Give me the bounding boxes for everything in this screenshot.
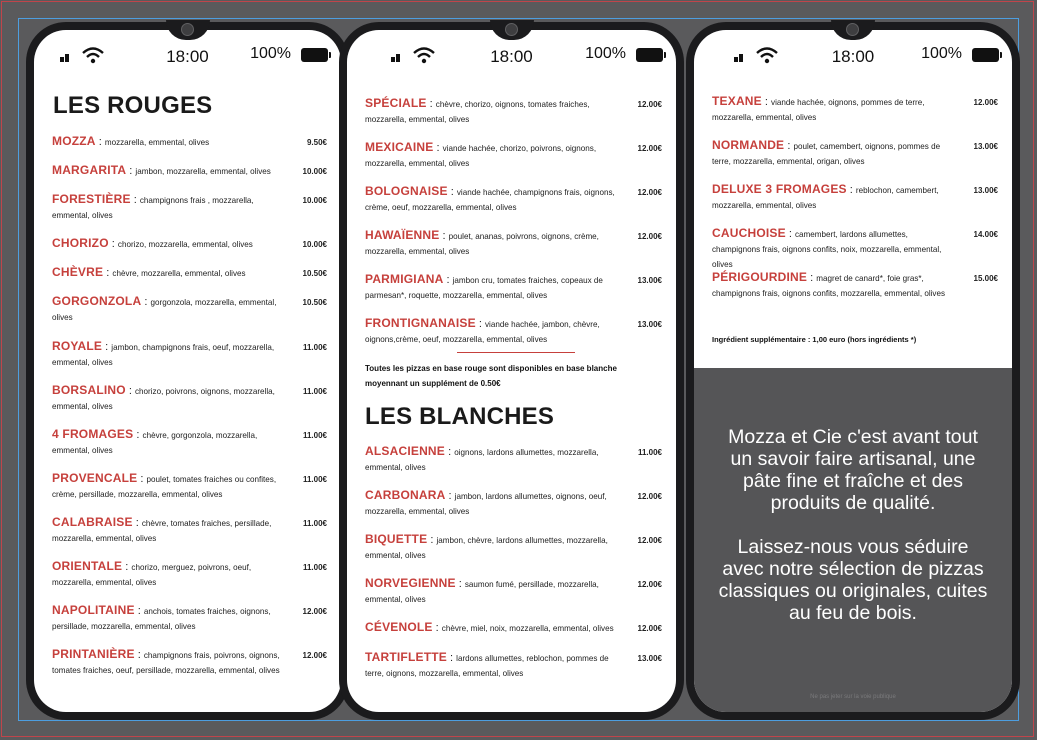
promo-paragraph-2: Laissez-nous vous séduire avec notre sélection de pizzas classiques ou originales, cuites au feu de bois. bbox=[718, 536, 988, 624]
status-time: 18:00 bbox=[490, 47, 533, 66]
pizza-price: 11.00€ bbox=[302, 563, 327, 572]
pizza-item: ALSACIENNE : oignons, lardons allumettes, mozzarella, emmental, olives 11.00€ bbox=[365, 444, 662, 472]
pizza-price: 12.00€ bbox=[637, 536, 662, 545]
supplement-note: Ingrédient supplémentaire : 1,00 euro (hors ingrédients *) bbox=[712, 335, 917, 344]
pizza-name: CARBONARA bbox=[365, 488, 446, 502]
pizza-name: ALSACIENNE bbox=[365, 444, 446, 458]
pizza-name: CALABRAISE bbox=[52, 515, 133, 529]
pizza-item: PARMIGIANA : jambon cru, tomates fraiches, copeaux de parmesan*, roquette, mozzarella, emmental, olives 13.00€ bbox=[365, 272, 662, 300]
pizza-item: GORGONZOLA : gorgonzola, mozzarella, emmental, olives 10.50€ bbox=[52, 294, 327, 322]
pizza-item: FORESTIÈRE : champignons frais , mozzarella, emmental, olives 10.00€ bbox=[52, 192, 327, 220]
pizza-item: CHÈVRE : chèvre, mozzarella, emmental, olives 10.50€ bbox=[52, 265, 327, 279]
pizza-ingredients: jambon, lardons allumettes, oignons, oeuf, mozzarella, emmental, olives bbox=[365, 492, 607, 516]
pizza-ingredients: viande hachée, champignons frais, oignons, crème, oeuf, mozzarella, emmental, olives bbox=[365, 188, 615, 212]
section-divider bbox=[457, 352, 575, 353]
pizza-ingredients: camembert, lardons allumettes, champignons frais, oignons confits, noix, mozzarella, emmental, olives bbox=[712, 230, 942, 269]
phone-panel-rouges bbox=[26, 22, 349, 720]
pizza-name: BIQUETTE bbox=[365, 532, 428, 546]
status-time: 18:00 bbox=[166, 47, 209, 66]
section-title-blanches: LES BLANCHES bbox=[365, 403, 555, 430]
pizza-item: MEXICAINE : viande hachée, chorizo, poivrons, oignons, mozzarella, emmental, olives 12.00€ bbox=[365, 140, 662, 168]
pizza-ingredients: chèvre, gorgonzola, mozzarella, emmental, olives bbox=[52, 431, 258, 455]
pizza-name: MEXICAINE bbox=[365, 140, 434, 154]
phone-screen bbox=[34, 30, 341, 712]
pizza-price: 13.00€ bbox=[637, 320, 662, 329]
pizza-ingredients: anchois, tomates fraiches, oignons, persillade, mozzarella, emmental, olives bbox=[52, 607, 271, 631]
pizza-name: DELUXE 3 FROMAGES bbox=[712, 182, 847, 196]
phone-screen bbox=[347, 30, 676, 712]
battery-icon bbox=[636, 48, 663, 62]
pizza-name: BORSALINO bbox=[52, 383, 126, 397]
pizza-ingredients: jambon cru, tomates fraiches, copeaux de parmesan*, roquette, mozzarella, emmental, olives bbox=[365, 276, 603, 300]
pizza-price: 12.00€ bbox=[637, 580, 662, 589]
pizza-ingredients: champignons frais , mozzarella, emmental, olives bbox=[52, 196, 254, 220]
pizza-item: FRONTIGNANAISE : viande hachée, jambon, chèvre, oignons,crème, oeuf, mozzarella, emmental, olives 13.00€ bbox=[365, 316, 662, 344]
pizza-name: PRINTANIÈRE bbox=[52, 647, 135, 661]
pizza-price: 11.00€ bbox=[302, 387, 327, 396]
pizza-ingredients: chorizo, poivrons, oignons, mozzarella, emmental, olives bbox=[52, 387, 275, 411]
camera-icon bbox=[846, 23, 859, 36]
pizza-item: CÉVENOLE : chèvre, miel, noix, mozzarella, emmental, olives 12.00€ bbox=[365, 620, 662, 634]
pizza-ingredients: reblochon, camembert, mozzarella, emmental, olives bbox=[712, 186, 939, 210]
pizza-ingredients: chèvre, miel, noix, mozzarella, emmental, olives bbox=[441, 624, 614, 633]
phone-panel-blanches bbox=[339, 22, 684, 720]
pizza-ingredients: lardons allumettes, reblochon, pommes de terre, oignons, mozzarella, emmental, olives bbox=[365, 654, 609, 678]
pizza-price: 12.00€ bbox=[302, 651, 327, 660]
pizza-name: TEXANE bbox=[712, 94, 762, 108]
pizza-name: CHORIZO bbox=[52, 236, 109, 250]
pizza-item: PRINTANIÈRE : champignons frais, poivrons, oignons, tomates fraiches, oeuf, persillade, mozzarella, emmental, olives 12.00€ bbox=[52, 647, 327, 675]
pizza-ingredients: viande hachée, oignons, pommes de terre, mozzarella, emmental, olives bbox=[712, 98, 925, 122]
pizza-price: 10.00€ bbox=[302, 240, 327, 249]
pizza-name: NORMANDE bbox=[712, 138, 785, 152]
pizza-ingredients: poulet, tomates fraiches ou confites, crème, persillade, mozzarella, emmental, olives bbox=[52, 475, 277, 499]
status-bar bbox=[347, 44, 676, 72]
pizza-item: ROYALE : jambon, champignons frais, oeuf, mozzarella, emmental, olives 11.00€ bbox=[52, 339, 327, 367]
pizza-name: SPÉCIALE bbox=[365, 96, 427, 110]
pizza-item: CAUCHOISE : camembert, lardons allumettes, champignons frais, oignons confits, noix, mozzarella, emmental, olives 14.00€ bbox=[712, 226, 998, 269]
pizza-item: NAPOLITAINE : anchois, tomates fraiches, oignons, persillade, mozzarella, emmental, olives 12.00€ bbox=[52, 603, 327, 631]
pizza-name: NORVEGIENNE bbox=[365, 576, 456, 590]
camera-icon bbox=[181, 23, 194, 36]
battery-icon bbox=[301, 48, 328, 62]
battery-icon bbox=[972, 48, 999, 62]
pizza-ingredients: viande hachée, chorizo, poivrons, oignons, mozzarella, emmental, olives bbox=[365, 144, 597, 168]
pizza-item: TEXANE : viande hachée, oignons, pommes de terre, mozzarella, emmental, olives 12.00€ bbox=[712, 94, 998, 122]
status-bar bbox=[694, 44, 1012, 72]
pizza-price: 10.50€ bbox=[302, 298, 327, 307]
pizza-ingredients: chorizo, mozzarella, emmental, olives bbox=[117, 240, 253, 249]
pizza-price: 12.00€ bbox=[637, 492, 662, 501]
pizza-name: MOZZA bbox=[52, 134, 96, 148]
pizza-ingredients: champignons frais, poivrons, oignons, tomates fraiches, oeuf, persillade, mozzarella, emmental, olives bbox=[52, 651, 280, 675]
pizza-name: CAUCHOISE bbox=[712, 226, 786, 240]
pizza-ingredients: chèvre, mozzarella, emmental, olives bbox=[112, 269, 246, 278]
pizza-price: 12.00€ bbox=[637, 100, 662, 109]
pizza-item: CALABRAISE : chèvre, tomates fraiches, persillade, mozzarella, emmental, olives 11.00€ bbox=[52, 515, 327, 543]
footer-notice: Ne pas jeter sur la voie publique bbox=[810, 694, 896, 700]
camera-icon bbox=[505, 23, 518, 36]
pizza-price: 9.50€ bbox=[306, 138, 327, 147]
pizza-name: PARMIGIANA bbox=[365, 272, 444, 286]
pizza-price: 12.00€ bbox=[637, 188, 662, 197]
pizza-ingredients: jambon, champignons frais, oeuf, mozzarella, emmental, olives bbox=[52, 343, 275, 367]
pizza-item: NORVEGIENNE : saumon fumé, persillade, mozzarella, emmental, olives 12.00€ bbox=[365, 576, 662, 604]
pizza-ingredients: oignons, lardons allumettes, mozzarella, emmental, olives bbox=[365, 448, 599, 472]
pizza-price: 13.00€ bbox=[637, 276, 662, 285]
battery-percent: 100% bbox=[250, 45, 291, 62]
pizza-price: 14.00€ bbox=[973, 230, 998, 239]
promo-panel bbox=[694, 368, 1012, 712]
pizza-price: 12.00€ bbox=[637, 144, 662, 153]
pizza-item: MOZZA : mozzarella, emmental, olives 9.50€ bbox=[52, 134, 327, 148]
pizza-name: 4 FROMAGES bbox=[52, 427, 134, 441]
pizza-price: 10.50€ bbox=[302, 269, 327, 278]
pizza-item: BIQUETTE : jambon, chèvre, lardons allumettes, mozzarella, emmental, olives 12.00€ bbox=[365, 532, 662, 560]
pizza-ingredients: chorizo, merguez, poivrons, oeuf, mozzarella, emmental, olives bbox=[52, 563, 252, 587]
pizza-name: CHÈVRE bbox=[52, 265, 104, 279]
base-blanche-note: Toutes les pizzas en base rouge sont disponibles en base blanche moyennant un supplément de 0.50€ bbox=[365, 364, 617, 388]
pizza-name: FORESTIÈRE bbox=[52, 192, 131, 206]
status-time: 18:00 bbox=[831, 47, 875, 66]
pizza-price: 11.00€ bbox=[302, 431, 327, 440]
pizza-item: 4 FROMAGES : chèvre, gorgonzola, mozzarella, emmental, olives 11.00€ bbox=[52, 427, 327, 455]
pizza-price: 10.00€ bbox=[302, 196, 327, 205]
pizza-price: 15.00€ bbox=[973, 274, 998, 283]
pizza-name: ROYALE bbox=[52, 339, 103, 353]
pizza-item: NORMANDE : poulet, camembert, oignons, pommes de terre, mozzarella, emmental, origan, olives 13.00€ bbox=[712, 138, 998, 166]
pizza-item: CHORIZO : chorizo, mozzarella, emmental, olives 10.00€ bbox=[52, 236, 327, 250]
pizza-price: 10.00€ bbox=[302, 167, 327, 176]
pizza-item: HAWAÏENNE : poulet, ananas, poivrons, oignons, crème, mozzarella, emmental, olives 12.00€ bbox=[365, 228, 662, 256]
pizza-item: PÉRIGOURDINE : magret de canard*, foie gras*, champignons frais, oignons confits, mozzarella, emmental, olives 15.00€ bbox=[712, 270, 998, 298]
pizza-ingredients: jambon, mozzarella, emmental, olives bbox=[135, 167, 271, 176]
pizza-item: CARBONARA : jambon, lardons allumettes, oignons, oeuf, mozzarella, emmental, olives 12.00€ bbox=[365, 488, 662, 516]
pizza-name: PROVENCALE bbox=[52, 471, 138, 485]
pizza-item: DELUXE 3 FROMAGES : reblochon, camembert, mozzarella, emmental, olives 13.00€ bbox=[712, 182, 998, 210]
pizza-ingredients: poulet, ananas, poivrons, oignons, crème, mozzarella, emmental, olives bbox=[365, 232, 599, 256]
pizza-ingredients: mozzarella, emmental, olives bbox=[104, 138, 210, 147]
pizza-price: 12.00€ bbox=[637, 624, 662, 633]
pizza-ingredients: chèvre, chorizo, oignons, tomates fraiches, mozzarella, emmental, olives bbox=[365, 100, 590, 124]
pizza-item: SPÉCIALE : chèvre, chorizo, oignons, tomates fraiches, mozzarella, emmental, olives 12.00€ bbox=[365, 96, 662, 124]
pizza-name: HAWAÏENNE bbox=[365, 228, 440, 242]
pizza-ingredients: magret de canard*, foie gras*, champignons frais, oignons confits, mozzarella, emmental, olives bbox=[712, 274, 946, 298]
pizza-name: PÉRIGOURDINE bbox=[712, 270, 808, 284]
pizza-ingredients: gorgonzola, mozzarella, emmental, olives bbox=[52, 298, 277, 322]
phone-panel-specialites bbox=[686, 22, 1020, 720]
pizza-price: 11.00€ bbox=[637, 448, 662, 457]
pizza-ingredients: jambon, chèvre, lardons allumettes, mozzarella, emmental, olives bbox=[365, 536, 608, 560]
pizza-price: 12.00€ bbox=[302, 607, 327, 616]
pizza-price: 12.00€ bbox=[973, 98, 998, 107]
pizza-name: FRONTIGNANAISE bbox=[365, 316, 476, 330]
battery-percent: 100% bbox=[585, 45, 626, 62]
pizza-item: PROVENCALE : poulet, tomates fraiches ou confites, crème, persillade, mozzarella, emmental, olives 11.00€ bbox=[52, 471, 327, 499]
pizza-item: TARTIFLETTE : lardons allumettes, reblochon, pommes de terre, oignons, mozzarella, emmental, olives 13.00€ bbox=[365, 650, 662, 678]
pizza-item: BORSALINO : chorizo, poivrons, oignons, mozzarella, emmental, olives 11.00€ bbox=[52, 383, 327, 411]
pizza-ingredients: saumon fumé, persillade, mozzarella, emmental, olives bbox=[365, 580, 599, 604]
promo-text bbox=[718, 426, 988, 624]
pizza-price: 13.00€ bbox=[637, 654, 662, 663]
section-title-rouges: LES ROUGES bbox=[53, 92, 213, 119]
pizza-name: ORIENTALE bbox=[52, 559, 123, 573]
pizza-price: 11.00€ bbox=[302, 475, 327, 484]
pizza-name: TARTIFLETTE bbox=[365, 650, 447, 664]
pizza-item: ORIENTALE : chorizo, merguez, poivrons, oeuf, mozzarella, emmental, olives 11.00€ bbox=[52, 559, 327, 587]
phone-screen bbox=[694, 30, 1012, 712]
pizza-price: 13.00€ bbox=[973, 142, 998, 151]
pizza-name: CÉVENOLE bbox=[365, 620, 433, 634]
pizza-price: 11.00€ bbox=[302, 519, 327, 528]
pizza-ingredients: viande hachée, jambon, chèvre, oignons,crème, oeuf, mozzarella, emmental, olives bbox=[365, 320, 600, 344]
pizza-name: NAPOLITAINE bbox=[52, 603, 135, 617]
promo-paragraph-1: Mozza et Cie c'est avant tout un savoir faire artisanal, une pâte fine et fraîche et des produits de qualité. bbox=[728, 426, 978, 514]
pizza-item: BOLOGNAISE : viande hachée, champignons frais, oignons, crème, oeuf, mozzarella, emmental, olives 12.00€ bbox=[365, 184, 662, 212]
pizza-name: GORGONZOLA bbox=[52, 294, 142, 308]
pizza-price: 13.00€ bbox=[973, 186, 998, 195]
pizza-ingredients: chèvre, tomates fraiches, persillade, mozzarella, emmental, olives bbox=[52, 519, 272, 543]
pizza-name: MARGARITA bbox=[52, 163, 127, 177]
pizza-price: 11.00€ bbox=[302, 343, 327, 352]
pizza-name: BOLOGNAISE bbox=[365, 184, 448, 198]
pizza-price: 12.00€ bbox=[637, 232, 662, 241]
battery-percent: 100% bbox=[921, 45, 962, 62]
pizza-item: MARGARITA : jambon, mozzarella, emmental, olives 10.00€ bbox=[52, 163, 327, 177]
pizza-ingredients: poulet, camembert, oignons, pommes de terre, mozzarella, emmental, origan, olives bbox=[712, 142, 941, 166]
status-bar bbox=[34, 44, 341, 72]
